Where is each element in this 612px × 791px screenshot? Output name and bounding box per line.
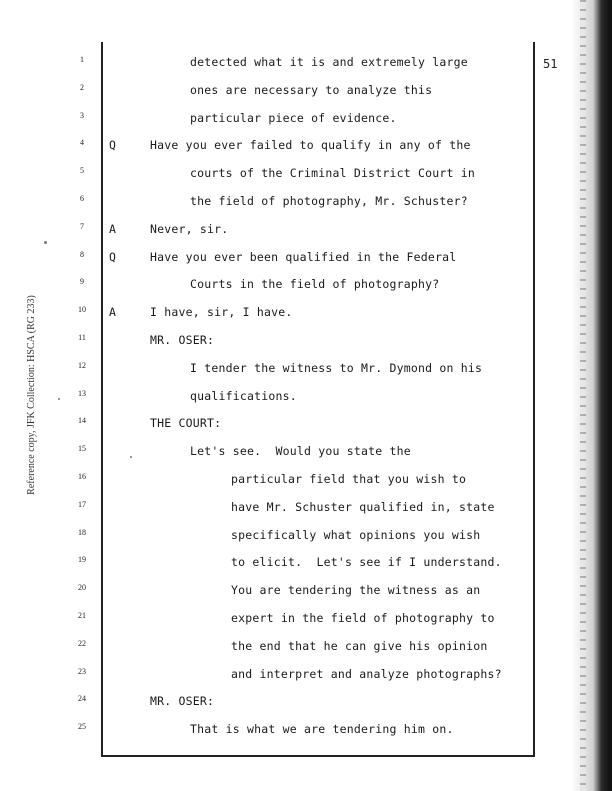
speaker-label: A [109,221,116,236]
transcript-line: Never, sir. [150,221,229,236]
transcript-line: You are tendering the witness as an [231,583,481,598]
line-number: 3 [80,110,84,120]
line-number: 22 [78,638,86,648]
reference-caption: Reference copy, JFK Collection: HSCA (RG 233) [26,295,37,495]
line-number: 23 [78,666,86,676]
line-number: 11 [78,333,86,342]
transcript-line: specifically what opinions you wish [231,527,481,542]
transcript-line: Have you ever failed to qualify in any of the [150,138,471,153]
transcript-line: Let's see. Would you state the [190,444,411,459]
transcript-line: have Mr. Schuster qualified in, state [231,499,495,514]
transcript-line: particular field that you wish to [231,472,467,486]
transcript-line: to elicit. Let's see if I understand. [231,555,502,570]
transcript-line: the end that he can give his opinion [231,638,488,653]
transcript-line: ones are necessary to analyze this [190,82,433,97]
page-number: 51 [543,57,558,71]
line-number: 10 [78,305,86,315]
line-number: 5 [80,166,84,176]
transcript-line: MR. OSER: [150,694,215,709]
transcript-line: I have, sir, I have. [150,305,293,320]
transcript-line: qualifications. [190,388,297,403]
speaker-label: Q [109,249,116,264]
transcript-line: courts of the Criminal District Court in [190,166,475,181]
line-number: 16 [78,472,86,481]
transcript-line: the field of photography, Mr. Schuster? [190,194,468,208]
speaker-label: A [109,305,116,320]
line-number: 15 [78,444,86,454]
scan-speck [58,398,60,400]
line-number: 18 [78,527,86,537]
transcript-line: MR. OSER: [150,333,215,347]
speaker-label: Q [109,138,116,153]
line-number: 8 [80,249,84,259]
transcript-line: I tender the witness to Mr. Dymond on his [190,360,483,375]
line-number: 13 [78,388,86,398]
scan-speck [44,241,47,244]
line-number: 6 [80,194,84,203]
scan-speck [130,456,132,458]
transcript-line: THE COURT: [150,416,222,431]
line-number: 2 [80,82,84,92]
transcript-line: expert in the field of photography to [231,611,495,625]
transcript-line: Have you ever been qualified in the Federal [150,249,457,264]
transcript-line: That is what we are tendering him on. [190,722,454,737]
line-number: 7 [80,221,84,231]
transcript-line: and interpret and analyze photographs? [231,666,502,681]
line-number: 21 [78,611,86,620]
line-number: 14 [78,416,86,426]
line-number: 25 [78,722,86,732]
line-number: 24 [78,694,86,704]
transcript-line: detected what it is and extremely large [190,55,468,69]
transcript-line: Courts in the field of photography? [190,277,440,292]
line-number: 12 [78,360,86,370]
line-number: 19 [78,555,86,565]
transcript-line: particular piece of evidence. [190,110,397,125]
line-number: 1 [80,55,84,64]
line-number: 17 [78,499,86,509]
line-number: 4 [80,138,84,148]
line-number: 9 [80,277,84,287]
line-number: 20 [78,583,86,593]
scanned-page-edge [570,0,612,791]
